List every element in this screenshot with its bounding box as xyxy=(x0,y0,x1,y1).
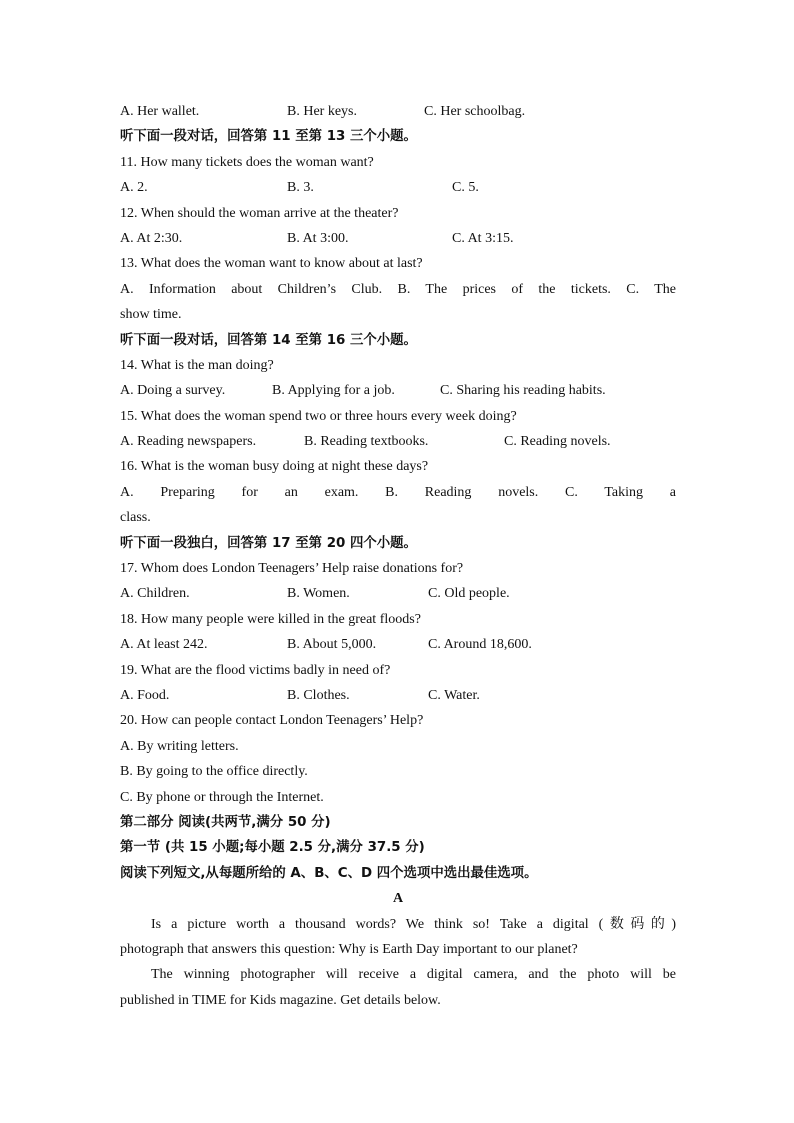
section-instruction: 听下面一段独白，回答第 17 至第 20 四个小题。 xyxy=(120,535,417,551)
option-a: A. At 2:30. xyxy=(120,230,183,246)
option-c: C. Water. xyxy=(428,687,480,703)
q16-options: A. Preparing for an exam. B. Reading novels. C. Taking a xyxy=(120,484,676,500)
q11-options xyxy=(120,175,676,200)
question-15: 15. What does the woman spend two or three hours every week doing? xyxy=(120,408,517,424)
q13-options: A. Information about Children’s Club. B. The prices of the tickets. C. The xyxy=(120,281,676,297)
q20-option-a: A. By writing letters. xyxy=(120,738,239,754)
reading-instruction: 阅读下列短文,从每题所给的 A、B、C、D 四个选项中选出最佳选项。 xyxy=(120,865,538,881)
option-b: B. Clothes. xyxy=(287,687,350,703)
q17-options xyxy=(120,581,676,606)
option-b: B. Women. xyxy=(287,586,350,602)
option-a: A. Doing a survey. xyxy=(120,383,226,399)
option-b: B. About 5,000. xyxy=(287,637,377,653)
option-a: A. Children. xyxy=(120,586,190,602)
passage-line: Is a picture worth a thousand words? We think so! Take a digital (数码的) xyxy=(151,916,676,932)
option-c: C. Around 18,600. xyxy=(428,637,532,653)
option-c: C. Reading novels. xyxy=(504,434,611,450)
option-b: B. Reading textbooks. xyxy=(304,434,429,450)
option-a: A. At least 242. xyxy=(120,637,208,653)
option-a: A. Food. xyxy=(120,687,170,703)
question-19: 19. What are the flood victims badly in need of? xyxy=(120,662,391,678)
q13-options-wrap: show time. xyxy=(120,307,182,323)
exam-page xyxy=(120,99,676,1013)
q15-options xyxy=(120,429,676,454)
question-11: 11. How many tickets does the woman want? xyxy=(120,154,374,170)
option-c: C. Old people. xyxy=(428,586,510,602)
q10-options xyxy=(120,99,676,124)
option-c: C. At 3:15. xyxy=(452,230,514,246)
question-13: 13. What does the woman want to know about at last? xyxy=(120,256,423,272)
section-instruction: 听下面一段对话，回答第 14 至第 16 三个小题。 xyxy=(120,332,417,348)
part-heading: 第二部分 阅读(共两节,满分 50 分) xyxy=(120,814,331,830)
q20-option-b: B. By going to the office directly. xyxy=(120,764,308,780)
q12-options xyxy=(120,226,676,251)
q18-options xyxy=(120,632,676,657)
q16-options-wrap: class. xyxy=(120,510,151,526)
question-17: 17. Whom does London Teenagers’ Help raise donations for? xyxy=(120,561,464,577)
question-12: 12. When should the woman arrive at the theater? xyxy=(120,205,399,221)
passage-line: published in TIME for Kids magazine. Get details below. xyxy=(120,992,441,1008)
option-b: B. At 3:00. xyxy=(287,230,349,246)
q14-options xyxy=(120,378,676,403)
option-a: A. Her wallet. xyxy=(120,104,200,119)
section-instruction: 听下面一段对话，回答第 11 至第 13 三个小题。 xyxy=(120,129,417,145)
option-c: C. Her schoolbag. xyxy=(424,104,526,119)
option-b: B. Applying for a job. xyxy=(272,383,395,399)
option-c: C. Sharing his reading habits. xyxy=(440,383,606,399)
question-16: 16. What is the woman busy doing at night these days? xyxy=(120,459,429,475)
passage-line: The winning photographer will receive a digital camera, and the photo will be xyxy=(151,967,676,983)
option-a: A. Reading newspapers. xyxy=(120,434,257,450)
question-14: 14. What is the man doing? xyxy=(120,357,274,373)
question-18: 18. How many people were killed in the great floods? xyxy=(120,611,421,627)
passage-line: photograph that answers this question: Why is Earth Day important to our planet? xyxy=(120,941,578,957)
question-20: 20. How can people contact London Teenagers’ Help? xyxy=(120,713,424,729)
q19-options xyxy=(120,683,676,708)
q20-option-c: C. By phone or through the Internet. xyxy=(120,789,324,805)
option-c: C. 5. xyxy=(452,180,479,196)
passage-title: A xyxy=(392,891,404,907)
option-a: A. 2. xyxy=(120,180,148,196)
option-b: B. 3. xyxy=(287,180,314,196)
section-heading: 第一节 (共 15 小题;每小题 2.5 分,满分 37.5 分) xyxy=(120,840,425,856)
option-b: B. Her keys. xyxy=(287,104,357,119)
